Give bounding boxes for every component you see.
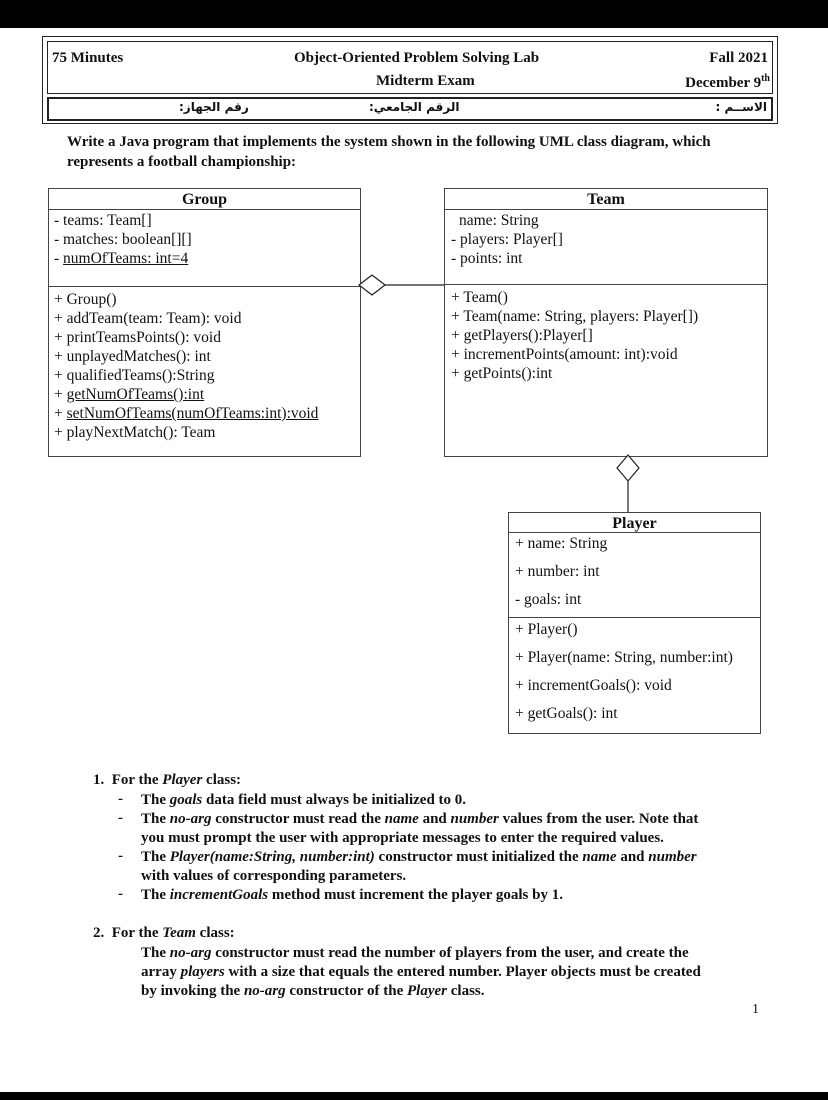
group-method: + playNextMatch(): Team: [54, 424, 216, 441]
team-attr: - points: int: [451, 250, 523, 267]
team-method: + Team(name: String, players: Player[]): [451, 308, 699, 325]
q2-paragraph-line-2: array players with a size that equals the entered number. Player objects must be created: [141, 964, 701, 980]
q2-paragraph-line-3: by invoking the no-arg constructor of the Player class.: [141, 983, 485, 999]
group-team-aggregation: [359, 275, 444, 295]
bullet-dash: -: [118, 886, 123, 902]
team-player-aggregation: [617, 455, 639, 512]
course-title: Object-Oriented Problem Solving Lab: [294, 50, 540, 66]
q2-title: 2. For the Team class:: [93, 925, 235, 941]
q1-bullet-1: The goals data field must always be initialized to 0.: [141, 792, 467, 808]
player-method: + Player(): [515, 621, 578, 638]
device-number-label: رقم الجهاز:: [179, 100, 249, 114]
group-method: + printTeamsPoints(): void: [54, 329, 221, 346]
group-method-static: + setNumOfTeams(numOfTeams:int):void: [54, 405, 319, 422]
bullet-dash: -: [118, 791, 123, 807]
q1-bullet-3: The Player(name:String, number:int) constructor must initialized the name and number: [141, 849, 697, 865]
group-method: + unplayedMatches(): int: [54, 348, 211, 365]
bullet-dash: -: [118, 810, 123, 826]
group-method: + Group(): [54, 291, 117, 308]
team-method: + getPoints():int: [451, 365, 553, 382]
q1-bullet-2: The no-arg constructor must read the name and number values from the user. Note that: [141, 811, 699, 827]
team-attr: - players: Player[]: [451, 231, 563, 248]
q1-bullet-2-cont: you must prompt the user with appropriate messages to enter the required values.: [141, 830, 664, 846]
team-attr: name: String: [459, 212, 539, 229]
team-class-name: Team: [587, 191, 625, 208]
player-method: + getGoals(): int: [515, 705, 618, 722]
q1-title: 1. For the Player class:: [93, 772, 242, 788]
aggregation-diamond-icon: [617, 455, 639, 481]
q1-bullet-3-cont: with values of corresponding parameters.: [141, 868, 407, 884]
player-method: + Player(name: String, number:int): [515, 649, 733, 666]
bullet-dash: -: [118, 848, 123, 864]
group-method: + addTeam(team: Team): void: [54, 310, 242, 327]
player-attr: + number: int: [515, 563, 600, 580]
q1-bullet-4: The incrementGoals method must increment the player goals by 1.: [141, 887, 563, 903]
q2-paragraph-line-1: The no-arg constructor must read the number of players from the user, and create the: [141, 945, 689, 961]
page-number: 1: [752, 1002, 759, 1017]
group-method: + qualifiedTeams():String: [54, 367, 215, 384]
exam-date: December 9th: [685, 73, 770, 91]
team-method: + Team(): [451, 289, 508, 306]
group-class-name: Group: [181, 191, 228, 208]
exam-page: [0, 28, 828, 1092]
team-method: + incrementPoints(amount: int):void: [451, 346, 678, 363]
term: Fall 2021: [709, 50, 768, 66]
exam-title: Midterm Exam: [376, 73, 475, 89]
team-method: + getPlayers():Player[]: [451, 327, 593, 344]
duration: 75 Minutes: [52, 50, 124, 66]
group-attr: - matches: boolean[][]: [54, 231, 192, 248]
group-method-static: + getNumOfTeams():int: [54, 386, 205, 403]
name-field-label: الاســم :: [715, 100, 767, 114]
intro-line-1: Write a Java program that implements the system shown in the following UML class diagram, which: [67, 134, 711, 150]
group-attr: - teams: Team[]: [54, 212, 152, 229]
player-attr: - goals: int: [515, 591, 582, 608]
player-method: + incrementGoals(): void: [515, 677, 672, 694]
player-attr: + name: String: [515, 535, 608, 552]
student-id-label: الرقم الجامعي:: [369, 100, 460, 114]
intro-line-2: represents a football championship:: [67, 154, 297, 170]
player-class-name: Player: [612, 515, 657, 532]
group-attr-static: - numOfTeams: int=4: [54, 250, 189, 267]
aggregation-diamond-icon: [359, 275, 385, 295]
